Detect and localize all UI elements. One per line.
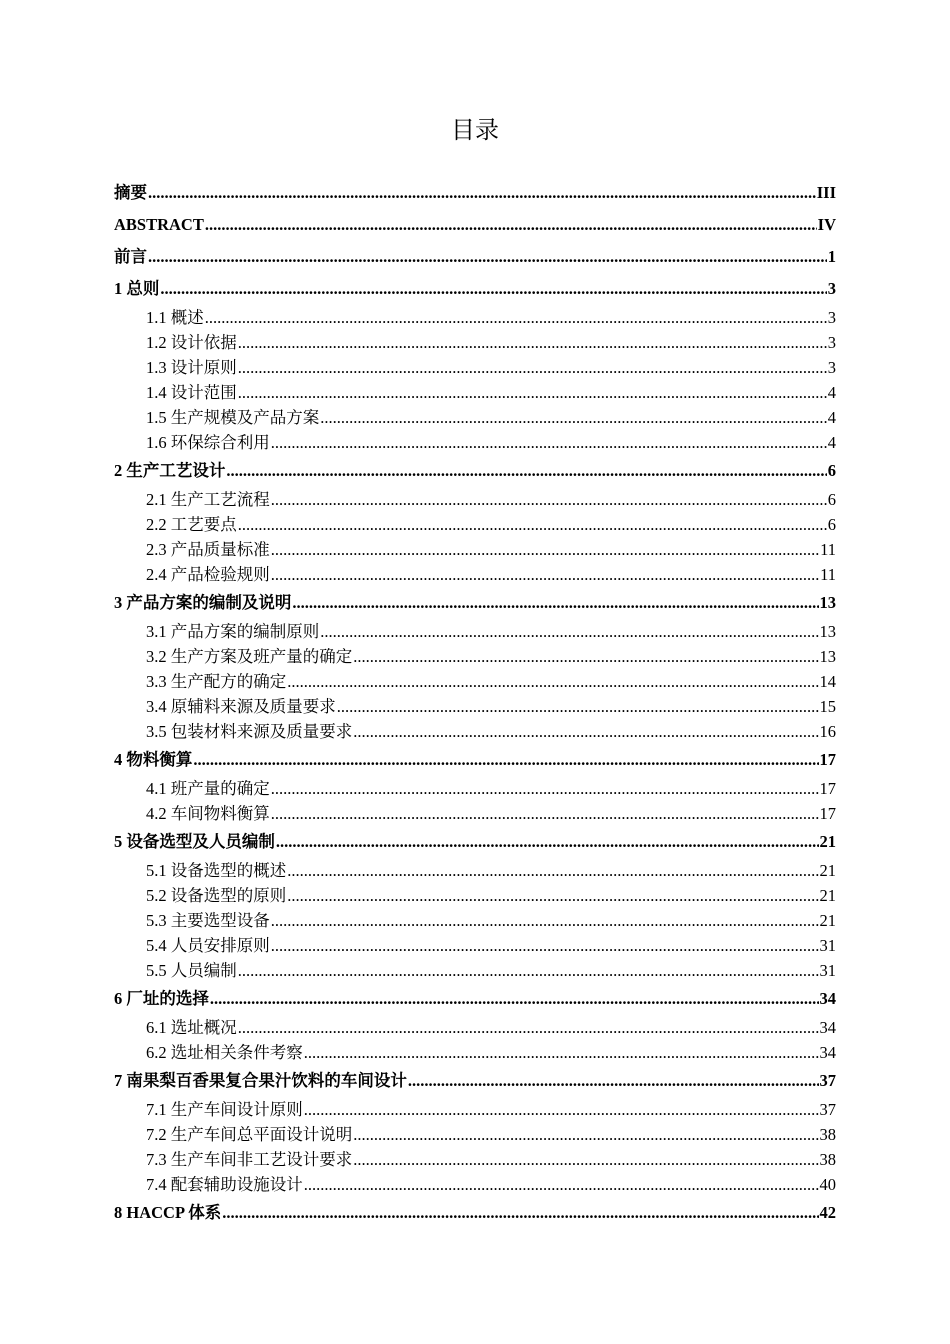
toc-dot-leader xyxy=(238,356,827,380)
toc-section-entry[interactable] xyxy=(114,620,836,644)
toc-page-number: 34 xyxy=(819,1018,836,1037)
toc-dot-leader xyxy=(205,213,817,237)
toc-dot-leader xyxy=(238,959,819,983)
toc-section-entry[interactable] xyxy=(114,934,836,958)
toc-dot-leader xyxy=(160,277,826,301)
toc-entry-label: 5 设备选型及人员编制 xyxy=(114,832,275,851)
toc-page-number: 17 xyxy=(819,750,836,769)
toc-section-entry[interactable] xyxy=(114,909,836,933)
toc-page-number: 37 xyxy=(819,1071,836,1090)
toc-section-entry[interactable] xyxy=(114,695,836,719)
toc-entry-label: 3.4 原辅料来源及质量要求 xyxy=(146,697,336,716)
toc-entry-label: 5.5 人员编制 xyxy=(146,961,237,980)
toc-entry-label: 1.3 设计原则 xyxy=(146,358,237,377)
toc-page-number: 34 xyxy=(819,1043,836,1062)
toc-section-entry[interactable] xyxy=(114,431,836,455)
toc-section-entry[interactable] xyxy=(114,1173,836,1197)
toc-chapter-entry[interactable] xyxy=(114,987,836,1011)
toc-entry-label: 6.2 选址相关条件考察 xyxy=(146,1043,303,1062)
toc-page-number: 4 xyxy=(827,433,836,452)
toc-entry-label: 5.2 设备选型的原则 xyxy=(146,886,287,905)
toc-dot-leader xyxy=(304,1173,819,1197)
toc-page-number: 13 xyxy=(819,647,836,666)
toc-section-entry[interactable] xyxy=(114,488,836,512)
toc-dot-leader xyxy=(148,181,816,205)
toc-dot-leader xyxy=(271,934,819,958)
toc-section-entry[interactable] xyxy=(114,306,836,330)
toc-chapter-entry[interactable] xyxy=(114,459,836,483)
toc-section-entry[interactable] xyxy=(114,1148,836,1172)
toc-entry-label: 2.4 产品检验规则 xyxy=(146,565,270,584)
toc-entry-label: 8 HACCP 体系 xyxy=(114,1203,222,1222)
toc-entry-label: 2.1 生产工艺流程 xyxy=(146,490,270,509)
toc-page-number: 17 xyxy=(819,779,836,798)
toc-page-number: 38 xyxy=(819,1125,836,1144)
toc-page-number: 6 xyxy=(827,515,836,534)
toc-page-number: 21 xyxy=(819,861,836,880)
toc-section-entry[interactable] xyxy=(114,563,836,587)
page-title: 目录 xyxy=(451,116,499,144)
toc-chapter-entry[interactable] xyxy=(114,181,836,205)
toc-page-number: 3 xyxy=(827,333,836,352)
toc-entry-label: 7.3 生产车间非工艺设计要求 xyxy=(146,1150,353,1169)
toc-dot-leader xyxy=(292,591,818,615)
toc-chapter-entry[interactable] xyxy=(114,213,836,237)
toc-section-entry[interactable] xyxy=(114,884,836,908)
toc-entry-label: 2.2 工艺要点 xyxy=(146,515,237,534)
toc-section-entry[interactable] xyxy=(114,1098,836,1122)
toc-entry-label: 5.4 人员安排原则 xyxy=(146,936,270,955)
toc-page-number: 1 xyxy=(827,247,836,266)
toc-dot-leader xyxy=(238,1016,819,1040)
toc-section-entry[interactable] xyxy=(114,802,836,826)
toc-page-number: 21 xyxy=(819,911,836,930)
toc-dot-leader xyxy=(353,645,818,669)
toc-page-number: 31 xyxy=(819,961,836,980)
toc-page-number: 4 xyxy=(827,408,836,427)
toc-dot-leader xyxy=(353,1148,818,1172)
toc-page-number: 11 xyxy=(820,540,836,559)
toc-section-entry[interactable] xyxy=(114,777,836,801)
toc-entry-label: 2.3 产品质量标准 xyxy=(146,540,270,559)
toc-page-number: 13 xyxy=(819,622,836,641)
toc-entry-label: 7 南果梨百香果复合果汁饮料的车间设计 xyxy=(114,1071,407,1090)
toc-entry-label: 1.1 概述 xyxy=(146,308,204,327)
toc-entry-label: 6 厂址的选择 xyxy=(114,989,209,1008)
toc-section-entry[interactable] xyxy=(114,670,836,694)
toc-page-number: 14 xyxy=(819,672,836,691)
toc-dot-leader xyxy=(271,777,819,801)
toc-entry-label: 7.2 生产车间总平面设计说明 xyxy=(146,1125,353,1144)
toc-chapter-entry[interactable] xyxy=(114,245,836,269)
toc-dot-leader xyxy=(271,538,819,562)
toc-page-number: 42 xyxy=(819,1203,836,1222)
toc-page-number: 15 xyxy=(819,697,836,716)
toc-dot-leader xyxy=(226,459,826,483)
toc-entry-label: 3.1 产品方案的编制原则 xyxy=(146,622,320,641)
toc-section-entry[interactable] xyxy=(114,1016,836,1040)
toc-dot-leader xyxy=(205,306,827,330)
toc-page-number: III xyxy=(816,183,836,202)
toc-entry-label: 3.5 包装材料来源及质量要求 xyxy=(146,722,353,741)
toc-entry-label: 1.5 生产规模及产品方案 xyxy=(146,408,320,427)
toc-entry-label: 3.2 生产方案及班产量的确定 xyxy=(146,647,353,666)
toc-entry-label: 1.6 环保综合利用 xyxy=(146,433,270,452)
toc-dot-leader xyxy=(353,720,818,744)
toc-dot-leader xyxy=(238,513,827,537)
toc-entry-label: 7.1 生产车间设计原则 xyxy=(146,1100,303,1119)
toc-dot-leader xyxy=(271,488,827,512)
toc-page-number: 13 xyxy=(819,593,836,612)
toc-dot-leader xyxy=(210,987,819,1011)
toc-section-entry[interactable] xyxy=(114,645,836,669)
toc-dot-leader xyxy=(193,748,818,772)
toc-page-number: 38 xyxy=(819,1150,836,1169)
toc-dot-leader xyxy=(271,563,819,587)
toc-section-entry[interactable] xyxy=(114,1123,836,1147)
toc-section-entry[interactable] xyxy=(114,959,836,983)
toc-section-entry[interactable] xyxy=(114,1041,836,1065)
toc-page-number: 4 xyxy=(827,383,836,402)
toc-section-entry[interactable] xyxy=(114,538,836,562)
toc-entry-label: 前言 xyxy=(114,247,147,266)
toc-page-number: 3 xyxy=(827,358,836,377)
toc-section-entry[interactable] xyxy=(114,381,836,405)
toc-entry-label: 2 生产工艺设计 xyxy=(114,461,226,480)
toc-section-entry[interactable] xyxy=(114,720,836,744)
toc-section-entry[interactable] xyxy=(114,513,836,537)
toc-dot-leader xyxy=(238,331,827,355)
toc-page-number: 11 xyxy=(820,565,836,584)
toc-dot-leader xyxy=(337,695,819,719)
toc-page-number: 16 xyxy=(819,722,836,741)
toc-dot-leader xyxy=(287,884,818,908)
toc-chapter-entry[interactable] xyxy=(114,1201,836,1225)
toc-entry-label: 1.2 设计依据 xyxy=(146,333,237,352)
toc-page-number: IV xyxy=(817,215,836,234)
toc-page-number: 21 xyxy=(819,832,836,851)
toc-page-number: 6 xyxy=(827,461,836,480)
toc-entry-label: 6.1 选址概况 xyxy=(146,1018,237,1037)
toc-page-number: 3 xyxy=(827,279,836,298)
toc-entry-label: 3 产品方案的编制及说明 xyxy=(114,593,292,612)
toc-dot-leader xyxy=(320,620,818,644)
toc-entry-label: 5.3 主要选型设备 xyxy=(146,911,270,930)
toc-page-number: 17 xyxy=(819,804,836,823)
toc-dot-leader xyxy=(304,1041,819,1065)
toc-section-entry[interactable] xyxy=(114,406,836,430)
toc-dot-leader xyxy=(353,1123,818,1147)
toc-page-number: 31 xyxy=(819,936,836,955)
toc-dot-leader xyxy=(320,406,827,430)
toc-dot-leader xyxy=(408,1069,819,1093)
toc-entry-label: 4.1 班产量的确定 xyxy=(146,779,270,798)
toc-section-entry[interactable] xyxy=(114,356,836,380)
toc-page-number: 37 xyxy=(819,1100,836,1119)
toc-dot-leader xyxy=(148,245,827,269)
toc-page-number: 3 xyxy=(827,308,836,327)
toc-chapter-entry[interactable] xyxy=(114,830,836,854)
toc-dot-leader xyxy=(287,670,818,694)
toc-entry-label: 4.2 车间物料衡算 xyxy=(146,804,270,823)
toc-entry-label: 4 物料衡算 xyxy=(114,750,193,769)
toc-chapter-entry[interactable] xyxy=(114,277,836,301)
toc-entry-label: 5.1 设备选型的概述 xyxy=(146,861,287,880)
toc-section-entry[interactable] xyxy=(114,331,836,355)
toc-chapter-entry[interactable] xyxy=(114,748,836,772)
toc-entry-label: 1 总则 xyxy=(114,279,160,298)
toc-chapter-entry[interactable] xyxy=(114,591,836,615)
toc-entry-label: 1.4 设计范围 xyxy=(146,383,237,402)
toc-dot-leader xyxy=(271,802,819,826)
toc-chapter-entry[interactable] xyxy=(114,1069,836,1093)
toc-page-number: 40 xyxy=(819,1175,836,1194)
toc-section-entry[interactable] xyxy=(114,859,836,883)
toc-entry-label: 7.4 配套辅助设施设计 xyxy=(146,1175,303,1194)
toc-dot-leader xyxy=(304,1098,819,1122)
toc-dot-leader xyxy=(287,859,818,883)
toc-dot-leader xyxy=(271,909,819,933)
toc-dot-leader xyxy=(276,830,819,854)
toc-dot-leader xyxy=(271,431,827,455)
toc-page-number: 34 xyxy=(819,989,836,1008)
toc-dot-leader xyxy=(238,381,827,405)
toc-page-number: 21 xyxy=(819,886,836,905)
toc-dot-leader xyxy=(222,1201,818,1225)
toc-entry-label: 3.3 生产配方的确定 xyxy=(146,672,287,691)
toc-page-number: 6 xyxy=(827,490,836,509)
toc-entry-label: ABSTRACT xyxy=(114,215,204,234)
toc-entry-label: 摘要 xyxy=(114,183,147,202)
